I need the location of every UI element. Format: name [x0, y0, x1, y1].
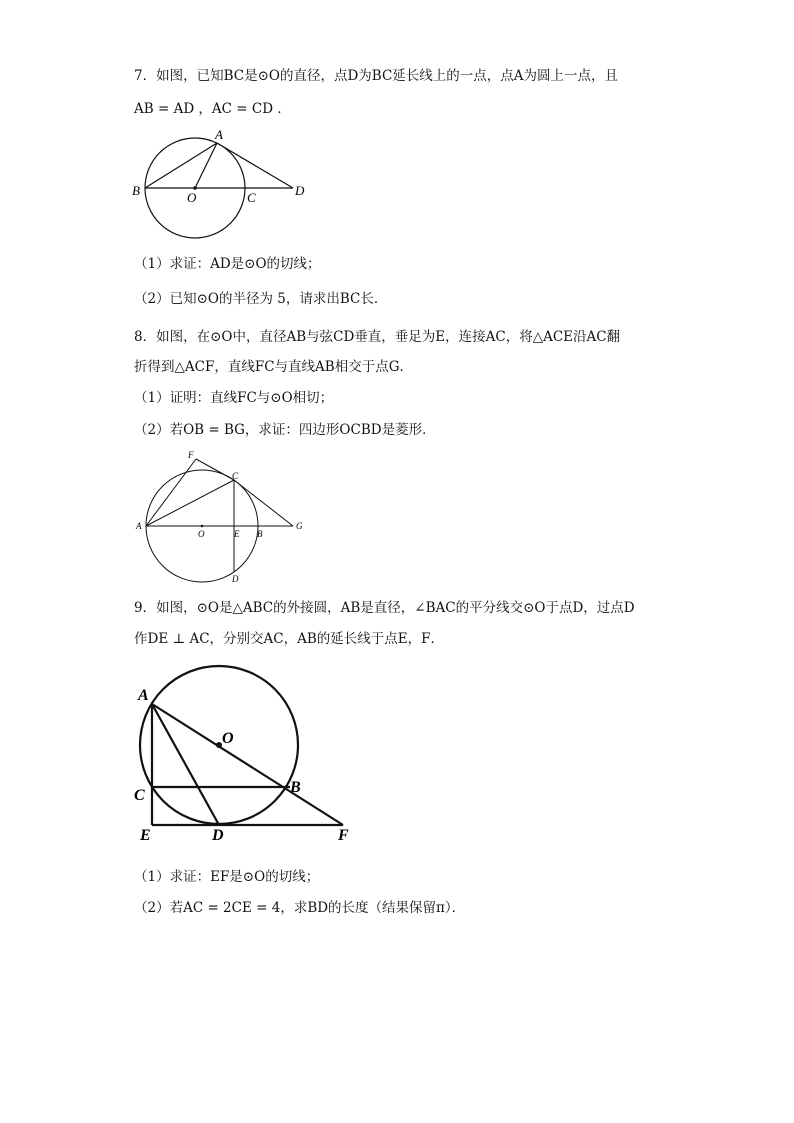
q9-label-c: C — [134, 787, 145, 804]
q7-part1: （1）求证：AD是⊙O的切线； — [134, 256, 321, 272]
q9-label-e: E — [140, 827, 151, 844]
q8-label-b: B — [257, 529, 263, 539]
q8-statement-line1: 8．如图，在⊙O中，直径AB与弦CD垂直，垂足为E，连接AC，将△ACE沿AC翻 — [134, 329, 621, 345]
q9-statement-line1: 9．如图，⊙O是△ABC的外接圆，AB是直径，∠BAC的平分线交⊙O于点D，过点D — [134, 600, 635, 616]
q7-figure — [125, 128, 320, 243]
q8-label-a: A — [136, 521, 142, 531]
q8-line-cg — [234, 480, 293, 526]
q7-label-b: B — [132, 183, 140, 198]
q9-label-b: B — [290, 779, 301, 796]
q7-statement-line2: AB = AD ，AC = CD ． — [134, 101, 291, 117]
q9-label-d: D — [212, 827, 224, 844]
q9-part2: （2）若AC = 2CE = 4，求BD的长度（结果保留π）． — [134, 900, 466, 916]
q9-label-a: A — [138, 687, 149, 704]
q8-statement-line2: 折得到△ACF，直线FC与直线AB相交于点G． — [134, 359, 413, 375]
q8-label-g: G — [296, 521, 303, 531]
q8-part2: （2）若OB = BG，求证：四边形OCBD是菱形． — [134, 422, 436, 438]
q9-statement-line2: 作DE ⊥ AC，分别交AC，AB的延长线于点E，F． — [134, 631, 445, 647]
q7-part2: （2）已知⊙O的半径为 5，请求出BC长． — [134, 291, 388, 307]
q8-figure — [130, 450, 310, 590]
q8-line-ac — [146, 480, 234, 526]
q8-label-d: D — [232, 574, 239, 584]
q7-line-ad — [217, 143, 293, 188]
q9-part1: （1）求证：EF是⊙O的切线； — [134, 869, 320, 885]
q8-part1: （1）证明：直线FC与⊙O相切； — [134, 390, 334, 406]
q7-label-c: C — [247, 190, 256, 205]
q8-center-point — [201, 525, 204, 528]
q8-label-f: F — [188, 450, 194, 460]
q7-label-d: D — [295, 183, 305, 198]
q8-label-o: O — [198, 529, 205, 539]
q9-line-ad — [152, 704, 219, 825]
q8-label-c: C — [232, 471, 239, 481]
q8-line-af — [146, 459, 196, 526]
q9-figure — [130, 660, 360, 845]
q7-label-o: O — [187, 190, 197, 205]
q9-label-o: O — [222, 730, 234, 747]
q9-label-f: F — [338, 827, 349, 844]
q9-line-af — [152, 704, 343, 825]
q7-statement-line1: 7．如图，已知BC是⊙O的直径，点D为BC延长线上的一点，点A为圆上一点，且 — [134, 68, 619, 84]
q7-label-a: A — [215, 128, 223, 142]
q8-label-e: E — [234, 529, 240, 539]
q8-line-fc — [196, 459, 234, 480]
